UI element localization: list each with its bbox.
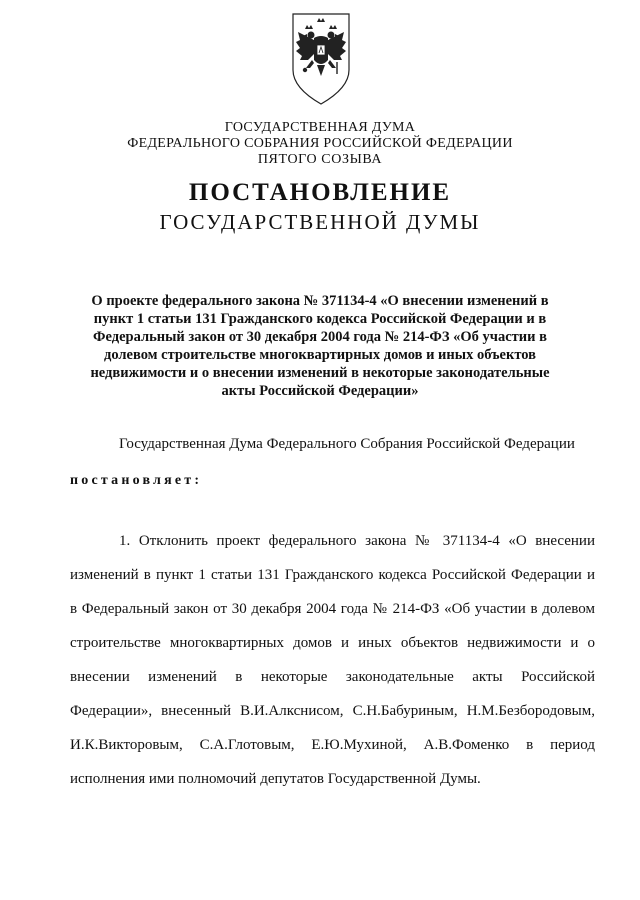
- preamble-text: Государственная Дума Федерального Собрания Российской Федерации: [119, 436, 575, 452]
- resolution-caption: [90, 292, 550, 400]
- caption-line: О проекте федерального закона № 371134-4 «О внесении изменений в: [91, 293, 549, 309]
- paragraph-line: строительстве многоквартирных домов и иных объектов недвижимости и о: [70, 635, 595, 651]
- caption-line: недвижимости и о внесении изменений в некоторые законодательные: [90, 365, 550, 381]
- paragraph-line: в Федеральный закон от 30 декабря 2004 года № 214-ФЗ «Об участии в долевом: [70, 601, 595, 617]
- convocation-line: ПЯТОГО СОЗЫВА: [257, 152, 383, 167]
- resolves-word: постановляет:: [70, 473, 203, 488]
- issuer-line-1: ГОСУДАРСТВЕННАЯ ДУМА: [224, 120, 416, 135]
- paragraph-line: изменений в пункт 1 статьи 131 Гражданского кодекса Российской Федерации и: [70, 567, 595, 583]
- paragraph-line: исполнения ими полномочий депутатов Государственной Думы.: [70, 771, 481, 787]
- caption-line: акты Российской Федерации»: [221, 383, 419, 399]
- caption-line: Федеральный закон от 30 декабря 2004 года № 214-ФЗ «Об участии в: [93, 329, 547, 345]
- caption-line: пункт 1 статьи 131 Гражданского кодекса Российской Федерации и в: [93, 311, 547, 327]
- caption-line: долевом строительстве многоквартирных домов и иных объектов: [104, 347, 536, 363]
- document-subtitle: ГОСУДАРСТВЕННОЙ ДУМЫ: [159, 210, 481, 234]
- document-title: ПОСТАНОВЛЕНИЕ: [188, 179, 452, 206]
- paragraph-line: Федерации», внесенный В.И.Алкснисом, С.Н.Бабуриным, Н.М.Безбородовым,: [70, 703, 595, 719]
- issuer-line-2: ФЕДЕРАЛЬНОГО СОБРАНИЯ РОССИЙСКОЙ ФЕДЕРАЦИИ: [127, 136, 513, 151]
- paragraph-line: И.К.Викторовым, С.А.Глотовым, Е.Ю.Мухиной, А.В.Фоменко в период: [70, 737, 595, 753]
- russian-double-headed-eagle-emblem-icon: [290, 10, 352, 106]
- paragraph-line: внесении изменений в некоторые законодательные акты Российской: [70, 669, 595, 685]
- paragraph-1: [70, 531, 595, 803]
- paragraph-line: 1. Отклонить проект федерального закона № 371134-4 «О внесении: [119, 533, 595, 549]
